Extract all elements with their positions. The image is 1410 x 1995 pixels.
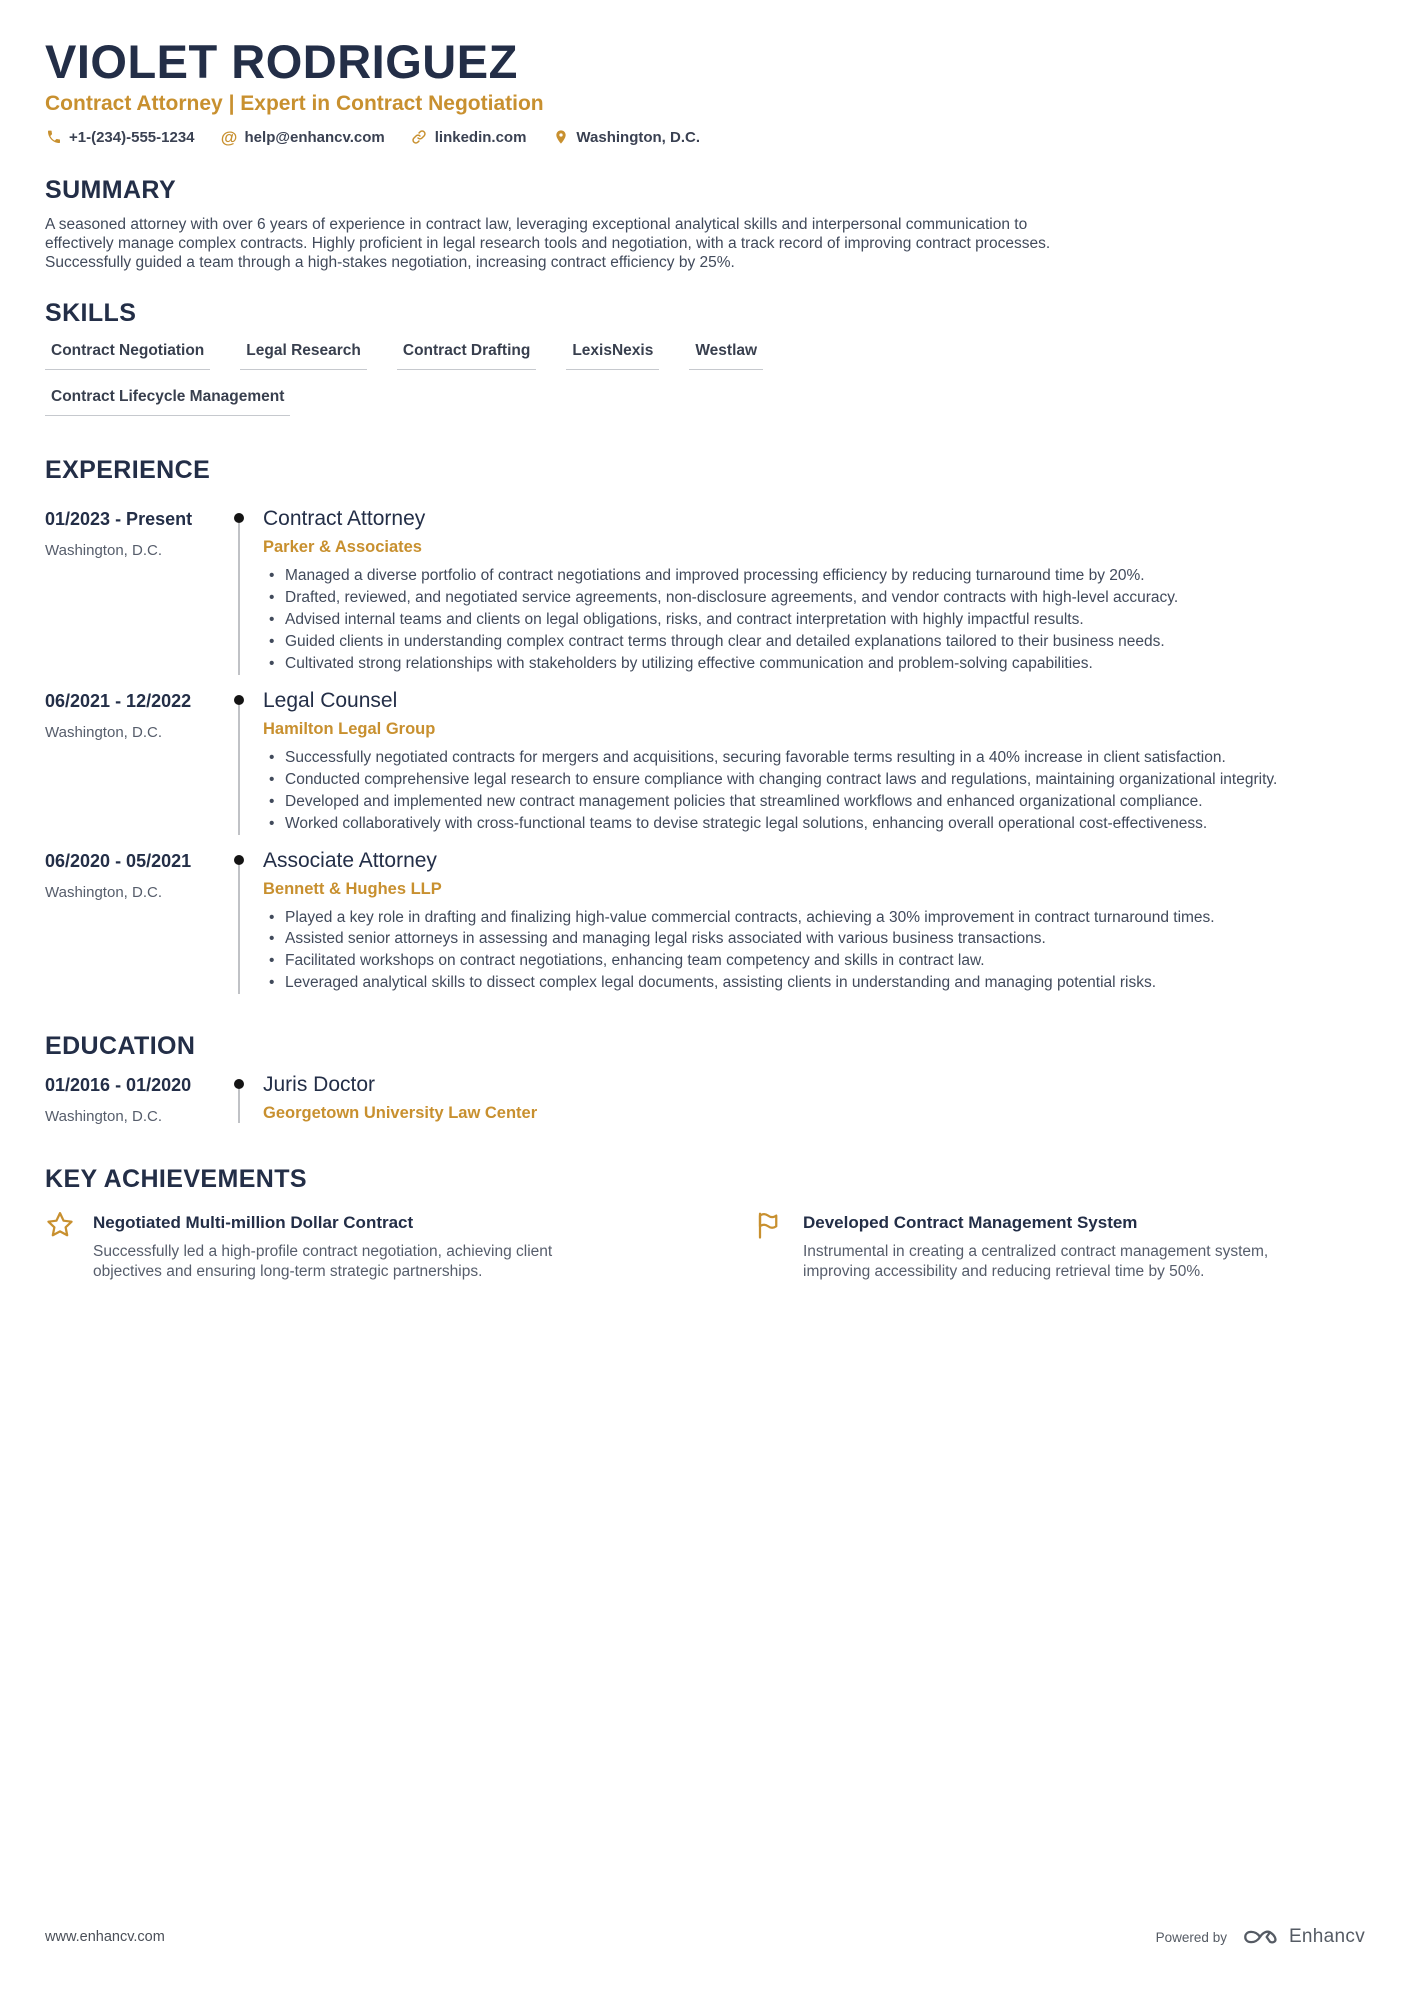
timeline-dot bbox=[234, 855, 244, 865]
job-bullet: • Worked collaboratively with cross-functional teams to devise strategic legal solutions, enhancing overall operational cost-effectiveness. bbox=[263, 815, 1328, 834]
contact-row bbox=[45, 129, 1365, 146]
footer-brand bbox=[1156, 1925, 1365, 1949]
experience-entry bbox=[45, 837, 1365, 997]
summary-text: A seasoned attorney with over 6 years of experience in contract law, leveraging exceptional analytical skills and interpersonal communication to effectively manage complex contracts. Highly proficient in legal research tools and negotiation, with a track record of improving contract processes. Successfully guided a team through a high-stakes negotiation, increasing contract efficiency by 25%. bbox=[45, 215, 1051, 271]
job-bullet: • Guided clients in understanding complex contract terms through clear and detailed explanations tailored to their business needs. bbox=[263, 633, 1328, 652]
skill-tag: LexisNexis bbox=[566, 342, 659, 370]
job-bullet: • Facilitated workshops on contract negotiations, enhancing team competency and skills in contract law. bbox=[263, 952, 1328, 971]
job-bullet: • Assisted senior attorneys in assessing and managing legal risks associated with various business transactions. bbox=[263, 930, 1328, 949]
job-bullet: • Advised internal teams and clients on legal obligations, risks, and contract interpretation with highly impactful results. bbox=[263, 611, 1328, 630]
job-title: Contract Attorney bbox=[263, 507, 426, 531]
skill-tag: Contract Drafting bbox=[397, 342, 536, 370]
job-bullet: • Successfully negotiated contracts for mergers and acquisitions, securing favorable terms resulting in a 40% increase in client satisfaction. bbox=[263, 749, 1328, 768]
skills-section bbox=[45, 299, 1365, 416]
summary-section bbox=[45, 176, 1365, 273]
education-degree: Juris Doctor bbox=[263, 1073, 376, 1097]
contact-email-text: help@enhancv.com bbox=[244, 128, 385, 146]
achievement-text: Successfully led a high-profile contract negotiation, achieving client objectives and ensuring long-term strategic partnerships. bbox=[93, 1243, 553, 1281]
job-bullet: • Leveraged analytical skills to dissect complex legal documents, assisting clients in understanding and managing potential risks. bbox=[263, 974, 1328, 993]
achievement-title: Negotiated Multi-million Dollar Contract bbox=[93, 1213, 414, 1233]
phone-icon bbox=[45, 129, 62, 146]
contact-linkedin[interactable] bbox=[411, 129, 527, 146]
contact-phone-text: +1-(234)-555-1234 bbox=[69, 128, 195, 146]
achievements-heading: KEY ACHIEVEMENTS bbox=[45, 1165, 308, 1194]
timeline-dot bbox=[234, 695, 244, 705]
experience-entry bbox=[45, 677, 1365, 837]
job-dates: 06/2021 - 12/2022 bbox=[45, 690, 192, 711]
timeline bbox=[215, 849, 263, 997]
brand-name: Enhancv bbox=[1288, 1926, 1365, 1947]
education-entry bbox=[45, 1061, 1365, 1125]
education-dates: 01/2016 - 01/2020 bbox=[45, 1075, 192, 1096]
timeline-dot bbox=[234, 1079, 244, 1089]
achievement-item bbox=[755, 1210, 1365, 1282]
timeline-line bbox=[238, 523, 240, 675]
contact-linkedin-text: linkedin.com bbox=[434, 128, 527, 146]
summary-heading: SUMMARY bbox=[45, 175, 177, 204]
person-name: VIOLET RODRIGUEZ bbox=[45, 35, 518, 88]
job-dates: 01/2023 - Present bbox=[45, 509, 193, 530]
achievement-item bbox=[45, 1210, 655, 1282]
education-location: Washington, D.C. bbox=[45, 1108, 162, 1126]
page-footer bbox=[45, 1925, 1365, 1949]
job-bullet: • Played a key role in drafting and finalizing high-value commercial contracts, achieving a 30% improvement in contract turnaround times. bbox=[263, 909, 1328, 928]
experience-entry bbox=[45, 495, 1365, 677]
education-school: Georgetown University Law Center bbox=[263, 1104, 538, 1123]
achievement-text: Instrumental in creating a centralized contract management system, improving accessibility and reducing retrieval time by 50%. bbox=[803, 1243, 1269, 1281]
experience-entries bbox=[45, 495, 1365, 996]
job-company: Parker & Associates bbox=[263, 538, 422, 557]
at-icon: @ bbox=[220, 127, 238, 147]
job-location: Washington, D.C. bbox=[45, 723, 162, 741]
contact-email[interactable] bbox=[221, 129, 385, 146]
timeline-dot bbox=[234, 513, 244, 523]
timeline-line bbox=[238, 1089, 240, 1123]
person-headline: Contract Attorney | Expert in Contract Negotiation bbox=[45, 91, 544, 115]
job-title: Associate Attorney bbox=[263, 848, 437, 872]
education-section bbox=[45, 1032, 1365, 1125]
timeline-line bbox=[238, 865, 240, 995]
experience-section bbox=[45, 456, 1365, 996]
job-bullet: • Managed a diverse portfolio of contract negotiations and improved processing efficiency by reducing turnaround time by 20%. bbox=[263, 567, 1328, 586]
skill-tag: Contract Lifecycle Management bbox=[45, 388, 290, 416]
job-bullets bbox=[263, 567, 1328, 674]
job-title: Legal Counsel bbox=[263, 688, 398, 712]
star-icon bbox=[45, 1210, 93, 1282]
powered-by-label: Powered by bbox=[1155, 1929, 1227, 1945]
enhancv-logo-icon bbox=[1241, 1925, 1279, 1949]
skill-tag: Contract Negotiation bbox=[45, 342, 210, 370]
experience-heading: EXPERIENCE bbox=[45, 456, 211, 485]
contact-phone bbox=[45, 129, 195, 146]
job-bullets bbox=[263, 909, 1328, 994]
skill-tag: Westlaw bbox=[689, 342, 763, 370]
flag-icon bbox=[755, 1210, 803, 1282]
job-bullet: • Developed and implemented new contract management policies that streamlined workflows and enhanced organizational compliance. bbox=[263, 793, 1328, 812]
link-icon bbox=[411, 129, 428, 146]
job-bullets bbox=[263, 749, 1328, 834]
timeline-line bbox=[238, 705, 240, 835]
resume-header bbox=[45, 36, 1365, 146]
education-heading: EDUCATION bbox=[45, 1032, 196, 1061]
job-dates: 06/2020 - 05/2021 bbox=[45, 850, 192, 871]
job-bullet: • Cultivated strong relationships with stakeholders by utilizing effective communication and problem-solving capabilities. bbox=[263, 655, 1328, 674]
footer-site-link[interactable]: www.enhancv.com bbox=[45, 1929, 165, 1945]
achievement-title: Developed Contract Management System bbox=[803, 1213, 1138, 1233]
skills-list bbox=[45, 342, 945, 416]
job-location: Washington, D.C. bbox=[45, 883, 162, 901]
achievements-grid bbox=[45, 1210, 1365, 1282]
achievements-section bbox=[45, 1165, 1365, 1282]
job-location: Washington, D.C. bbox=[45, 542, 162, 560]
timeline bbox=[215, 507, 263, 677]
job-bullet: • Conducted comprehensive legal research to ensure compliance with changing contract laws and regulations, maintaining organizational integrity. bbox=[263, 771, 1328, 790]
timeline bbox=[215, 689, 263, 837]
location-icon bbox=[552, 129, 569, 146]
skill-tag: Legal Research bbox=[240, 342, 367, 370]
job-company: Bennett & Hughes LLP bbox=[263, 879, 442, 898]
skills-heading: SKILLS bbox=[45, 299, 137, 328]
timeline bbox=[215, 1073, 263, 1125]
job-bullet: • Drafted, reviewed, and negotiated service agreements, non-disclosure agreements, and vendor contracts with high-level accuracy. bbox=[263, 589, 1328, 608]
contact-location-text: Washington, D.C. bbox=[576, 128, 701, 146]
contact-location bbox=[552, 129, 700, 146]
job-company: Hamilton Legal Group bbox=[263, 719, 436, 738]
